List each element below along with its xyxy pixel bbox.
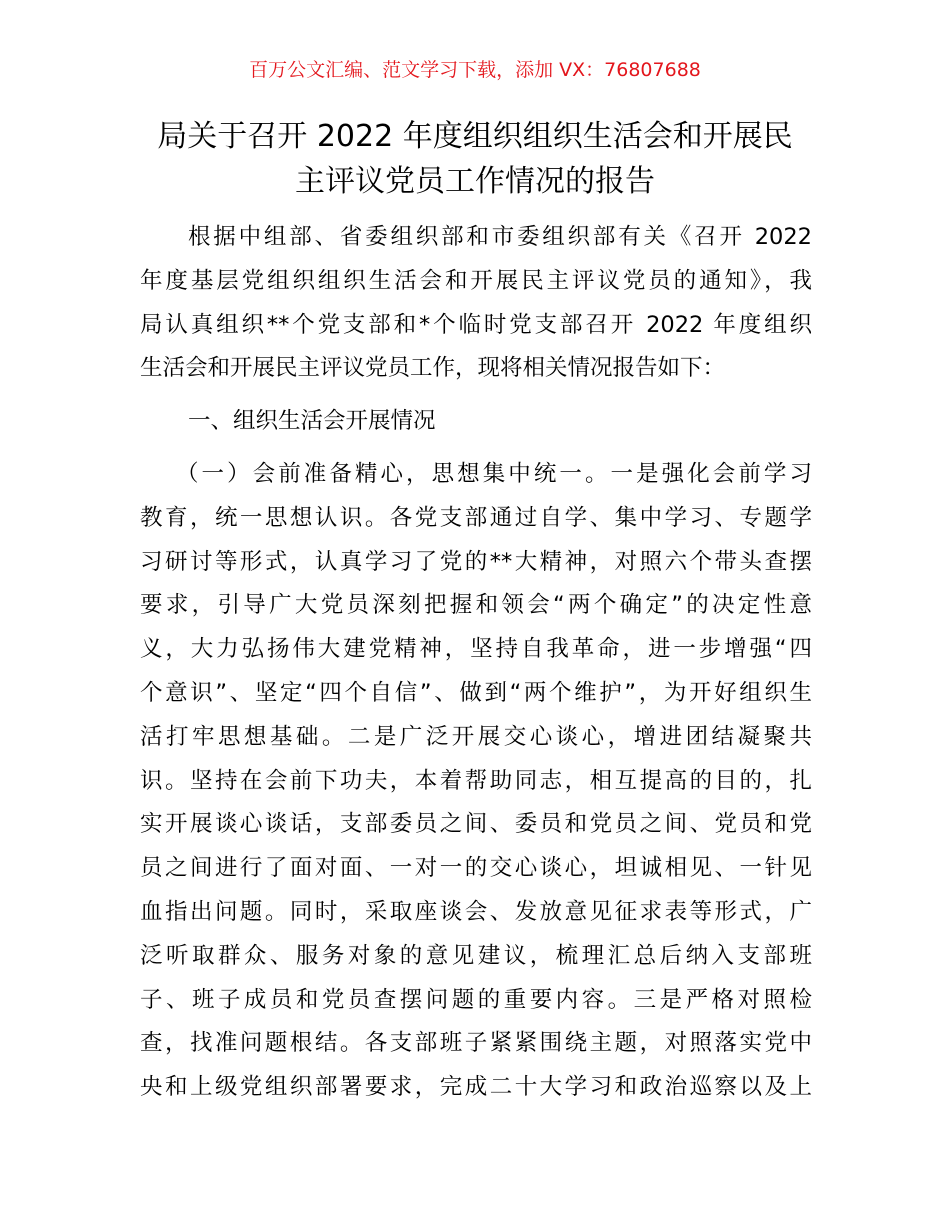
text-line: 央和上级党组织部署要求，完成二十大学习和政治巡察以及上	[140, 1074, 812, 1101]
text-line: 实开展谈心谈话，支部委员之间、委员和党员之间、党员和党	[140, 811, 812, 838]
text-line: 局认真组织**个党支部和*个临时党支部召开 2022 年度组织	[140, 311, 812, 338]
text-line: 查，找准问题根结。各支部班子紧紧围绕主题，对照落实党中	[140, 1030, 812, 1057]
text-line: 年度基层党组织组织生活会和开展民主评议党员的通知》，我	[140, 267, 812, 294]
text-line: 要求，引导广大党员深刻把握和领会“两个确定”的决定性意	[140, 592, 812, 619]
text-line: 义，大力弘扬伟大建党精神，坚持自我革命，进一步增强“四	[140, 636, 812, 663]
title-line-1: 局关于召开 2022 年度组织组织生活会和开展民	[157, 119, 793, 154]
text-line: 根据中组部、省委组织部和市委组织部有关《召开 2022	[188, 224, 812, 250]
section-heading: 一、组织生活会开展情况	[188, 408, 436, 435]
text-line: 个意识”、坚定“四个自信”、做到“两个维护”，为开好组织生	[140, 679, 812, 706]
text-line: 子、班子成员和党员查摆问题的重要内容。三是严格对照检	[140, 986, 812, 1013]
intro-paragraph	[140, 216, 812, 391]
watermark-header: 百万公文汇编、范文学习下载，添加 VX：76807688	[249, 59, 701, 81]
title-line-2: 主评议党员工作情况的报告	[295, 164, 655, 199]
text-line: 泛听取群众、服务对象的意见建议，梳理汇总后纳入支部班	[140, 942, 812, 969]
subsection-paragraph	[140, 453, 812, 1110]
text-line: 血指出问题。同时，采取座谈会、发放意见征求表等形式，广	[140, 898, 812, 925]
text-line: 活打牢思想基础。二是广泛开展交心谈心，增进团结凝聚共	[140, 723, 812, 750]
text-line: （一）会前准备精心，思想集中统一。一是强化会前学习	[176, 460, 812, 487]
document-title	[130, 114, 820, 204]
text-line: 生活会和开展民主评议党员工作，现将相关情况报告如下：	[140, 355, 726, 382]
text-line: 识。坚持在会前下功夫，本着帮助同志，相互提高的目的，扎	[140, 767, 812, 794]
text-line: 教育，统一思想认识。各党支部通过自学、集中学习、专题学	[140, 504, 812, 531]
text-line: 员之间进行了面对面、一对一的交心谈心，坦诚相见、一针见	[140, 855, 812, 882]
text-line: 习研讨等形式，认真学习了党的**大精神，对照六个带头查摆	[140, 548, 812, 575]
document-body	[140, 216, 812, 1110]
